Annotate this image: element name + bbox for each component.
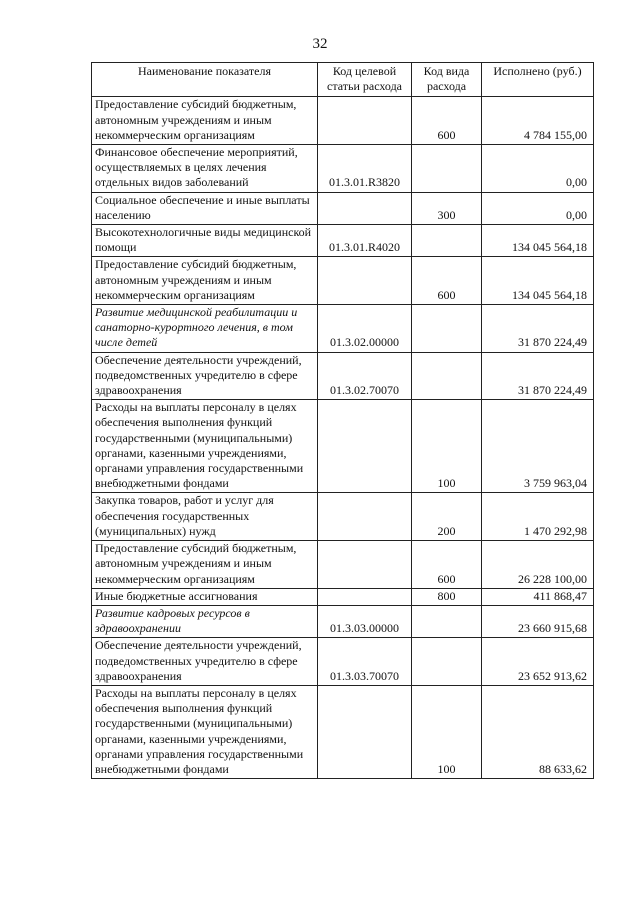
table-body (92, 97, 594, 779)
table-row (92, 257, 594, 305)
row-indicator-name: Расходы на выплаты персоналу в целях обеспечения выполнения функций государственными (муниципальными) органами, казенными учреждениями, органами управления государственными внебюджетными фондами (92, 685, 318, 778)
row-indicator-name: Закупка товаров, работ и услуг для обеспечения государственных (муниципальных) нужд (92, 493, 318, 541)
row-target-code: 01.3.02.00000 (318, 305, 412, 353)
row-target-code (318, 400, 412, 493)
row-indicator-name: Предоставление субсидий бюджетным, автономным учреждениям и иным некоммерческим организациям (92, 257, 318, 305)
row-indicator-name: Обеспечение деятельности учреждений, подведомственных учредителю в сфере здравоохранения (92, 638, 318, 686)
row-executed-amount: 4 784 155,00 (482, 97, 594, 145)
row-expense-kind: 600 (412, 257, 482, 305)
row-indicator-name: Предоставление субсидий бюджетным, автономным учреждениям и иным некоммерческим организациям (92, 97, 318, 145)
row-expense-kind: 300 (412, 192, 482, 224)
table-header-row (92, 63, 594, 97)
header-expense-kind: Код вида расхода (412, 63, 482, 97)
row-target-code (318, 685, 412, 778)
row-expense-kind: 600 (412, 541, 482, 589)
row-target-code (318, 192, 412, 224)
row-executed-amount: 3 759 963,04 (482, 400, 594, 493)
row-executed-amount: 26 228 100,00 (482, 541, 594, 589)
row-expense-kind: 100 (412, 400, 482, 493)
header-indicator-name: Наименование показателя (92, 63, 318, 97)
row-indicator-name: Финансовое обеспечение мероприятий, осуществляемых в целях лечения отдельных видов заболеваний (92, 145, 318, 193)
row-expense-kind (412, 638, 482, 686)
table-row (92, 225, 594, 257)
row-executed-amount: 23 652 913,62 (482, 638, 594, 686)
table-row (92, 605, 594, 637)
table-row (92, 638, 594, 686)
row-executed-amount: 31 870 224,49 (482, 352, 594, 400)
table-row (92, 352, 594, 400)
header-target-code: Код целевой статьи расхода (318, 63, 412, 97)
row-expense-kind: 200 (412, 493, 482, 541)
row-executed-amount: 23 660 915,68 (482, 605, 594, 637)
row-indicator-name: Высокотехнологичные виды медицинской помощи (92, 225, 318, 257)
header-executed-amount: Исполнено (руб.) (482, 63, 594, 97)
table-row (92, 97, 594, 145)
row-target-code: 01.3.01.R3820 (318, 145, 412, 193)
row-executed-amount: 31 870 224,49 (482, 305, 594, 353)
row-executed-amount: 134 045 564,18 (482, 225, 594, 257)
table-row (92, 685, 594, 778)
table-row (92, 400, 594, 493)
row-target-code: 01.3.03.70070 (318, 638, 412, 686)
row-target-code: 01.3.01.R4020 (318, 225, 412, 257)
budget-table (91, 62, 594, 779)
row-target-code (318, 541, 412, 589)
table-row (92, 588, 594, 605)
row-target-code (318, 588, 412, 605)
row-target-code: 01.3.03.00000 (318, 605, 412, 637)
row-executed-amount: 88 633,62 (482, 685, 594, 778)
row-expense-kind (412, 225, 482, 257)
table-row (92, 305, 594, 353)
row-indicator-name: Обеспечение деятельности учреждений, подведомственных учредителю в сфере здравоохранения (92, 352, 318, 400)
row-indicator-name: Развитие кадровых ресурсов в здравоохранении (92, 605, 318, 637)
row-target-code (318, 493, 412, 541)
row-expense-kind (412, 305, 482, 353)
row-indicator-name: Развитие медицинской реабилитации и санаторно-курортного лечения, в том числе детей (92, 305, 318, 353)
page-number: 32 (312, 36, 328, 52)
row-indicator-name: Иные бюджетные ассигнования (92, 588, 318, 605)
row-executed-amount: 0,00 (482, 145, 594, 193)
row-indicator-name: Социальное обеспечение и иные выплаты населению (92, 192, 318, 224)
row-indicator-name: Предоставление субсидий бюджетным, автономным учреждениям и иным некоммерческим организациям (92, 541, 318, 589)
row-executed-amount: 0,00 (482, 192, 594, 224)
row-expense-kind (412, 145, 482, 193)
row-expense-kind: 100 (412, 685, 482, 778)
row-executed-amount: 411 868,47 (482, 588, 594, 605)
table-row (92, 145, 594, 193)
table-row (92, 493, 594, 541)
table-row (92, 192, 594, 224)
row-target-code (318, 97, 412, 145)
row-executed-amount: 134 045 564,18 (482, 257, 594, 305)
row-indicator-name: Расходы на выплаты персоналу в целях обеспечения выполнения функций государственными (муниципальными) органами, казенными учреждениями, органами управления государственными внебюджетными фондами (92, 400, 318, 493)
row-target-code: 01.3.02.70070 (318, 352, 412, 400)
row-expense-kind: 600 (412, 97, 482, 145)
row-expense-kind: 800 (412, 588, 482, 605)
row-executed-amount: 1 470 292,98 (482, 493, 594, 541)
row-expense-kind (412, 605, 482, 637)
row-expense-kind (412, 352, 482, 400)
row-target-code (318, 257, 412, 305)
table-row (92, 541, 594, 589)
